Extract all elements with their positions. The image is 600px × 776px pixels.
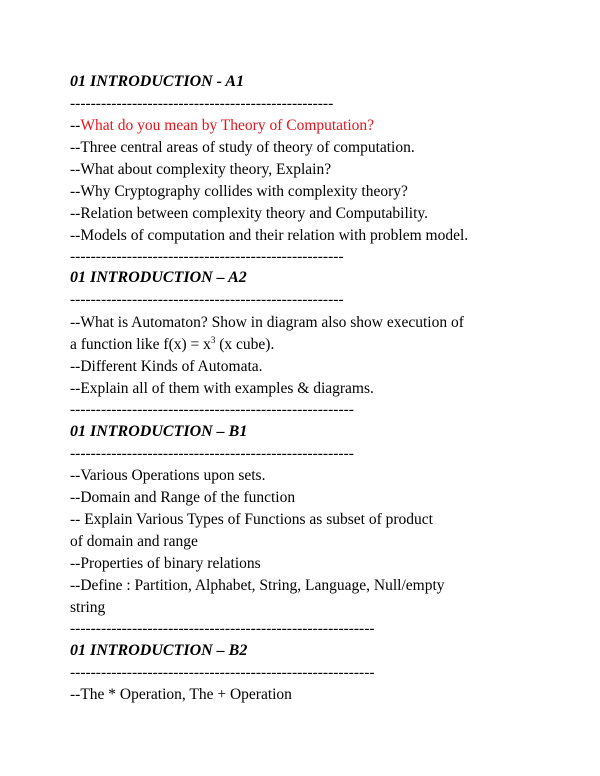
- divider-b1-bottom: -----------------------------------------------------------: [70, 620, 375, 637]
- divider-b2-top: -----------------------------------------------------------: [70, 664, 375, 681]
- divider-a2-top: -----------------------------------------------------: [70, 291, 344, 308]
- formula-text-post: (x cube).: [215, 336, 275, 353]
- list-item-b1-5: --Properties of binary relations: [70, 555, 261, 572]
- divider-a1-bottom: -----------------------------------------------------: [70, 248, 344, 265]
- list-item-a2-2: [70, 335, 274, 355]
- highlighted-question: What do you mean by Theory of Computation?: [80, 117, 375, 134]
- list-item-b1-4: of domain and range: [70, 533, 198, 550]
- divider-b1-top: -------------------------------------------------------: [70, 445, 354, 462]
- divider-a2-bottom: -------------------------------------------------------: [70, 401, 354, 418]
- item-prefix: --: [70, 117, 81, 134]
- list-item-a1-2: --Three central areas of study of theory of computation.: [70, 139, 415, 156]
- list-item-a1-1: [70, 116, 374, 136]
- list-item-a1-4: --Why Cryptography collides with complexity theory?: [70, 183, 408, 200]
- list-item-b1-6: --Define : Partition, Alphabet, String, Language, Null/empty: [70, 577, 445, 594]
- list-item-b1-3: -- Explain Various Types of Functions as subset of product: [70, 511, 433, 528]
- formula-text-pre: a function like f(x) = x: [70, 336, 211, 353]
- list-item-b1-2: --Domain and Range of the function: [70, 489, 296, 506]
- list-item-a2-1: --What is Automaton? Show in diagram also show execution of: [70, 314, 464, 331]
- list-item-a1-6: --Models of computation and their relation with problem model.: [70, 227, 469, 244]
- section-heading-b2: 01 INTRODUCTION – B2: [70, 642, 248, 659]
- section-heading-a2: 01 INTRODUCTION – A2: [70, 269, 247, 286]
- divider-a1-top: ---------------------------------------------------: [70, 95, 334, 112]
- list-item-b2-1: --The * Operation, The + Operation: [70, 686, 292, 703]
- list-item-a1-5: --Relation between complexity theory and Computability.: [70, 205, 428, 222]
- list-item-b1-1: --Various Operations upon sets.: [70, 467, 266, 484]
- section-heading-a1: 01 INTRODUCTION - A1: [70, 73, 245, 90]
- section-heading-b1: 01 INTRODUCTION – B1: [70, 423, 248, 440]
- list-item-b1-7: string: [70, 599, 106, 616]
- list-item-a1-3: --What about complexity theory, Explain?: [70, 161, 332, 178]
- list-item-a2-4: --Explain all of them with examples & diagrams.: [70, 380, 374, 397]
- list-item-a2-3: --Different Kinds of Automata.: [70, 358, 263, 375]
- exponent: 3: [210, 334, 216, 345]
